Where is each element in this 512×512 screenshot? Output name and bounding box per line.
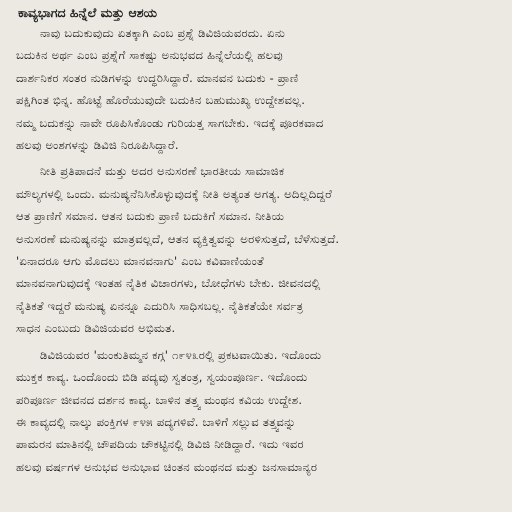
text-line: ನಾವು ಬದುಕುವುದು ಏತಕ್ಕಾಗಿ ಎಂಬ ಪ್ರಶ್ನೆ ಡಿವಿಜಿಯವರದು. ಏನು [40,26,286,40]
text-line: ಮಾನವನಾಗುವುದಕ್ಕೆ ಇಂತಹ ನೈತಿಕ ವಿಚಾರಗಳು, ಬೋಧೆಗಳು ಬೇಕು. ಜೀವನದಲ್ಲಿ [16,276,321,291]
text-line: ಡಿವಿಜಿಯವರ 'ಮಂಕುತಿಮ್ಮನ ಕಗ್ಗ' ೧೯೪೩ರಲ್ಲಿ ಪ್ರಕಟವಾಯಿತು. ಇದೊಂದು [40,347,322,362]
text-line: ನಮ್ಮ ಬದುಕನ್ನು ನಾವೇ ರೂಪಿಸಿಕೊಂಡು ಗುರಿಯತ್ತ ಸಾಗಬೇಕು. ಇದಕ್ಕೆ ಪೂರಕವಾದ [16,115,324,130]
text-line: ಬದುಕಿನ ಅರ್ಥ ಎಂಬ ಪ್ರಶ್ನೆಗೆ ಸಾಕಷ್ಟು ಅನುಭವದ ಹಿನ್ನೆಲೆಯಲ್ಲಿ ಹಲವು [16,48,283,63]
text-line: ಹಲವು ಅಂಶಗಳನ್ನು ಡಿವಿಜಿ ನಿರೂಪಿಸಿದ್ದಾರೆ. [16,138,179,153]
paragraph-3 [16,344,490,478]
text-line: ಈ ಕಾವ್ಯದಲ್ಲಿ ನಾಲ್ಕು ಪಂಕ್ತಿಗಳ ೯೪೫ ಪದ್ಯಗಳಿವೆ. ಬಾಳಿಗೆ ಸಲ್ಲುವ ತತ್ತ್ವವನ್ನು [16,414,296,429]
text-line: ಪಾಮರನ ಮಾತಿನಲ್ಲಿ ಚೌಪದಿಯ ಚೌಕಟ್ಟಿನಲ್ಲಿ ಡಿವಿಜಿ ನೀಡಿದ್ದಾರೆ. ಇದು ಇವರ [16,437,304,452]
paragraph-1 [16,22,490,156]
text-line: ನೀತಿ ಪ್ರತಿಪಾದನೆ ಮತ್ತು ಅದರ ಅನುಸರಣೆ ಭಾರತೀಯ ಸಾಮಾಜಿಕ [40,164,285,179]
text-line: ಪರಿಪೂರ್ಣ ಜೀವನದ ದರ್ಶನ ಕಾವ್ಯ. ಬಾಳಿನ ತತ್ತ್ವ ಮಂಥನ ಕವಿಯ ಉದ್ದೇಶ. [16,392,303,407]
text-line: ಸಾಧನ ಎಂಬುದು ಡಿವಿಜಿಯವರ ಅಭಿಮತ. [16,321,176,336]
text-line: ಮೌಲ್ಯಗಳಲ್ಲಿ ಒಂದು. ಮನುಷ್ಯನೆನಿಸಿಕೊಳ್ಳುವುದಕ್ಕೆ ನೀತಿ ಅತ್ಯಂತ ಅಗತ್ಯ. ಅದಿಲ್ಲದಿದ್ದರೆ [16,186,332,201]
text-line: ನೈತಿಕತೆ ಇದ್ದರೆ ಮನುಷ್ಯ ಏನನ್ನೂ ಎದುರಿಸಿ ಸಾಧಿಸಬಲ್ಲ. ನೈತಿಕತೆಯೇ ಸರ್ವತ್ರ [16,298,304,313]
text-line: ಅನುಸರಣೆ ಮನುಷ್ಯನನ್ನು ಮಾತ್ರವಲ್ಲದೆ, ಆತನ ವ್ಯಕ್ತಿತ್ವವನ್ನು ಅರಳಿಸುತ್ತದೆ, ಬೆಳೆಸುತ್ತದೆ. [16,231,340,246]
text-line: ಪಕ್ಷಿಗಿಂತ ಭಿನ್ನ. ಹೊಟ್ಟೆ ಹೊರೆಯುವುದೇ ಬದುಕಿನ ಬಹುಮುಖ್ಯ ಉದ್ದೇಶವಲ್ಲ. [16,93,306,108]
text-line: ದಾರ್ಶನಿಕರ ಸಂತರ ನುಡಿಗಳನ್ನು ಉದ್ಧರಿಸಿದ್ದಾರೆ. ಮಾನವನ ಬದುಕು - ಪ್ರಾಣಿ [16,70,299,85]
paragraph-2 [16,160,490,339]
text-line: ಮುಕ್ತಕ ಕಾವ್ಯ. ಒಂದೊಂದು ಬಿಡಿ ಪದ್ಯವು ಸ್ವತಂತ್ರ, ಸ್ವಯಂಪೂರ್ಣ. ಇದೊಂದು [16,370,308,385]
text-line: ಆತ ಪ್ರಾಣಿಗೆ ಸಮಾನ. ಆತನ ಬದುಕು ಪ್ರಾಣಿ ಬದುಕಿಗೆ ಸಮಾನ. ನೀತಿಯ [16,209,285,224]
section-heading: ಕಾವ್ಯಭಾಗದ ಹಿನ್ನೆಲೆ ಮತ್ತು ಆಶಯ [18,5,157,20]
text-line: 'ಏನಾದರೂ ಆಗು ಮೊದಲು ಮಾನವನಾಗು' ಎಂಬ ಕವಿವಾಣಿಯಂತೆ [16,254,264,269]
text-line: ಹಲವು ವರ್ಷಗಳ ಅನುಭವ ಅನುಭಾವ ಚಿಂತನ ಮಂಥನದ ಮತ್ತು ಜನಸಾಮಾನ್ಯರ [16,459,318,474]
